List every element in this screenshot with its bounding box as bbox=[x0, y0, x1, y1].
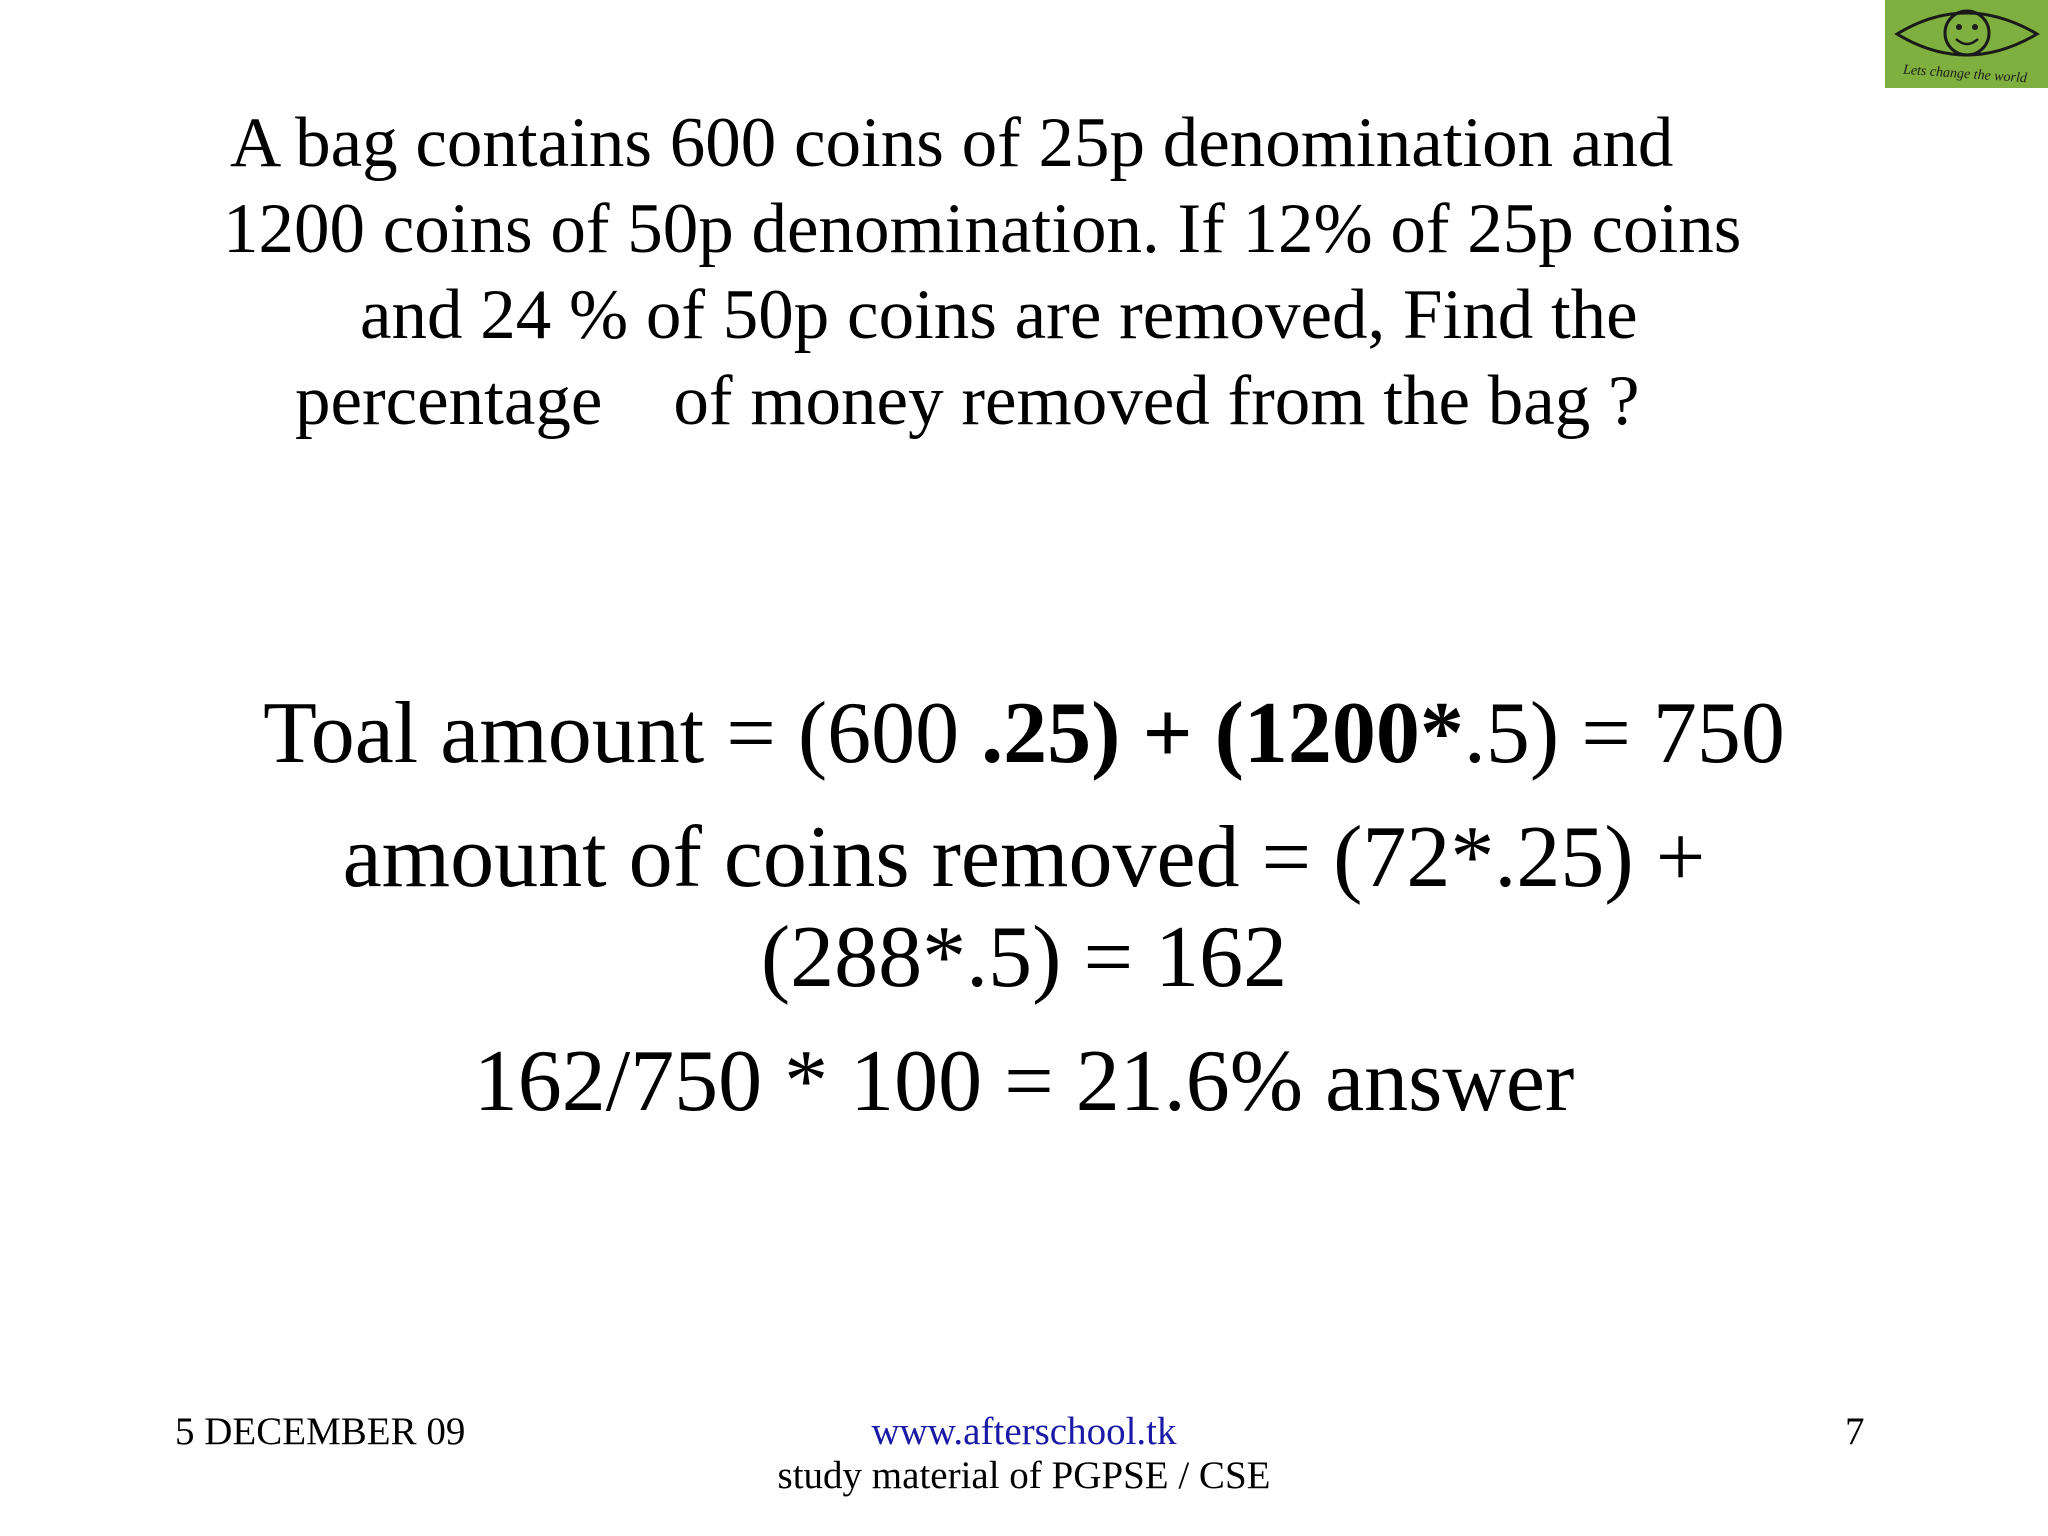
logo-tagline: Lets change the world bbox=[1902, 62, 2028, 87]
total-amount-bold: .25) + (1200* bbox=[981, 685, 1464, 782]
removed-amount-line-2: (288*.5) = 162 bbox=[760, 909, 1288, 1006]
page-number: 7 bbox=[1845, 1410, 1865, 1453]
question-line-1: A bag contains 600 coins of 25p denomination and bbox=[230, 104, 1674, 182]
total-amount-result: .5) = 750 bbox=[1463, 685, 1785, 782]
question-line-4: percentage of money removed from the bag ? bbox=[295, 362, 1640, 440]
question-line-3: and 24 % of 50p coins are removed, Find the bbox=[360, 276, 1638, 354]
question-line-2: 1200 coins of 50p denomination. If 12% of 25p coins bbox=[223, 190, 1742, 268]
removed-amount-line-1: amount of coins removed = (72*.25) + bbox=[342, 809, 1706, 906]
footer-date: 5 DECEMBER 09 bbox=[175, 1410, 466, 1453]
total-amount-line bbox=[0, 684, 2048, 784]
total-amount-text: Toal amount = (600 bbox=[263, 685, 982, 782]
website-link[interactable]: www.afterschool.tk bbox=[871, 1410, 1177, 1453]
footer-center bbox=[0, 1410, 2048, 1498]
logo bbox=[1885, 0, 2048, 88]
footer-subtitle: study material of PGPSE / CSE bbox=[777, 1454, 1271, 1497]
smiling-eye-icon bbox=[1885, 0, 2048, 88]
answer-line: 162/750 * 100 = 21.6% answer bbox=[473, 1033, 1575, 1130]
